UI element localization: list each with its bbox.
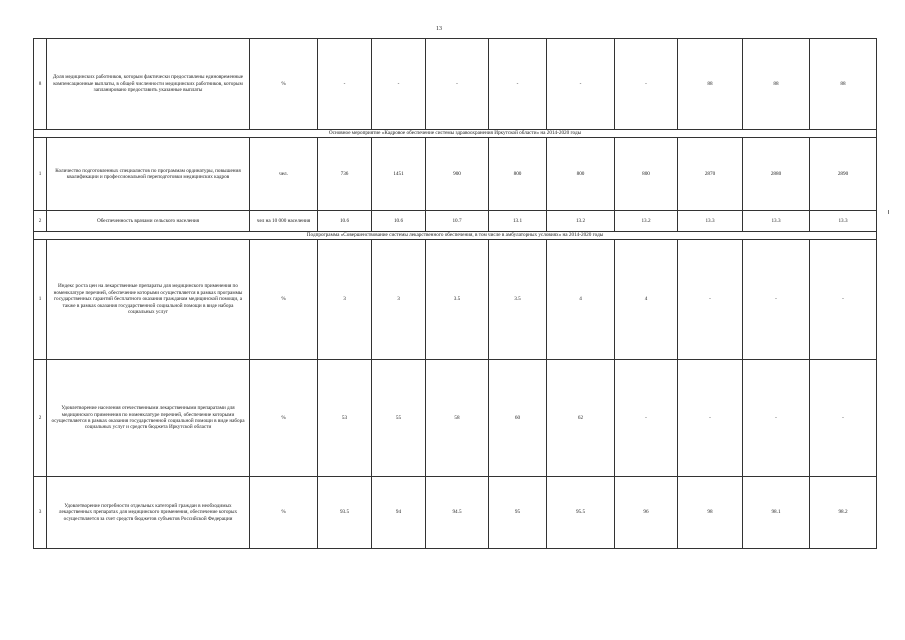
indicators-table [33,38,877,549]
value-cell: 53 [318,360,372,477]
table-row [34,240,877,360]
value-cell: - [615,360,678,477]
page-number: 13 [436,26,442,32]
value-cell: - [810,240,877,360]
section-row [34,130,877,138]
value-cell: - [489,39,547,130]
value-cell: - [743,240,810,360]
unit-cell: % [250,39,318,130]
value-cell: 98.1 [743,477,810,549]
value-cell: 4 [615,240,678,360]
table-row [34,477,877,549]
value-cell: 3.5 [426,240,489,360]
row-number: 2 [34,211,47,232]
row-number: 8 [34,39,47,130]
table-row [34,39,877,130]
value-cell: 800 [547,138,615,211]
value-cell: 3 [318,240,372,360]
value-cell: 13.1 [489,211,547,232]
value-cell: 736 [318,138,372,211]
value-cell: 13.3 [810,211,877,232]
margin-mark [888,210,889,214]
value-cell: 98.2 [810,477,877,549]
value-cell: 98 [678,477,743,549]
value-cell: 1451 [372,138,426,211]
value-cell: - [678,360,743,477]
unit-cell: чел. [250,138,318,211]
unit-cell: % [250,240,318,360]
value-cell: 95.5 [547,477,615,549]
value-cell: - [547,39,615,130]
value-cell: 88 [810,39,877,130]
row-number: 3 [34,477,47,549]
value-cell: 4 [547,240,615,360]
indicator-name: Индекс роста цен на лекарственные препараты для медицинского применения по номенклатуре перечней, обеспечение которыми осуществляется в рамках программы государственных гарантий бесплатного оказания гражданам медицинской помощи, а также в рамках оказания государственной социальной помощи в виде набора социальных услуг [47,240,250,360]
value-cell: 95 [489,477,547,549]
value-cell: 800 [489,138,547,211]
unit-cell: % [250,477,318,549]
value-cell: 60 [489,360,547,477]
value-cell: 94.5 [426,477,489,549]
value-cell: 3 [372,240,426,360]
indicator-name: Удовлетворение потребности отдельных категорий граждан в необходимых лекарственных препаратах для медицинского применения, обеспечение которых осуществляется за счет средств бюджетов субъектов Российской Федерации [47,477,250,549]
section-title: Подпрограмма «Совершенствование системы лекарственного обеспечения, в том числе в амбулаторных условиях» на 2014-2020 годы [34,232,877,240]
row-number: 1 [34,138,47,211]
value-cell: 3.5 [489,240,547,360]
value-cell: - [810,360,877,477]
indicator-name: Удовлетворение населения отечественными лекарственными препаратами для медицинского применения по номенклатуре перечней, обеспечение которыми осуществляется в рамках оказания государственной социальной помощи в виде набора социальных услуг и средств бюджета Иркутской области [47,360,250,477]
value-cell: 58 [426,360,489,477]
value-cell: - [615,39,678,130]
value-cell: - [426,39,489,130]
value-cell: 10.6 [372,211,426,232]
row-number: 2 [34,360,47,477]
table-row [34,138,877,211]
section-title: Основное мероприятие «Кадровое обеспечение системы здравоохранения Иркутской области» на 2014-2020 годы [34,130,877,138]
value-cell: 900 [426,138,489,211]
value-cell: 13.2 [615,211,678,232]
value-cell: 2880 [743,138,810,211]
value-cell: - [743,360,810,477]
unit-cell: % [250,360,318,477]
value-cell: 93.5 [318,477,372,549]
indicator-name: Обеспеченность врачами сельского населения [47,211,250,232]
value-cell: 88 [743,39,810,130]
value-cell: - [318,39,372,130]
value-cell: - [372,39,426,130]
value-cell: 13.3 [743,211,810,232]
value-cell: 10.7 [426,211,489,232]
value-cell: 94 [372,477,426,549]
value-cell: - [678,240,743,360]
value-cell: 62 [547,360,615,477]
value-cell: 2890 [810,138,877,211]
value-cell: 2870 [678,138,743,211]
table-row [34,360,877,477]
value-cell: 55 [372,360,426,477]
value-cell: 88 [678,39,743,130]
row-number: 1 [34,240,47,360]
unit-cell: чел на 10 000 населения [250,211,318,232]
value-cell: 13.3 [678,211,743,232]
section-row [34,232,877,240]
value-cell: 13.2 [547,211,615,232]
value-cell: 10.6 [318,211,372,232]
value-cell: 96 [615,477,678,549]
indicator-name: Доля медицинских работников, которым фактически предоставлены единовременные компенсационные выплаты, в общей численности медицинских работников, которым запланировано предоставить указанные выплаты [47,39,250,130]
value-cell: 800 [615,138,678,211]
indicator-name: Количество подготовленных специалистов по программам ординатуры, повышения квалификации и профессиональной переподготовки медицинских кадров [47,138,250,211]
table-row [34,211,877,232]
